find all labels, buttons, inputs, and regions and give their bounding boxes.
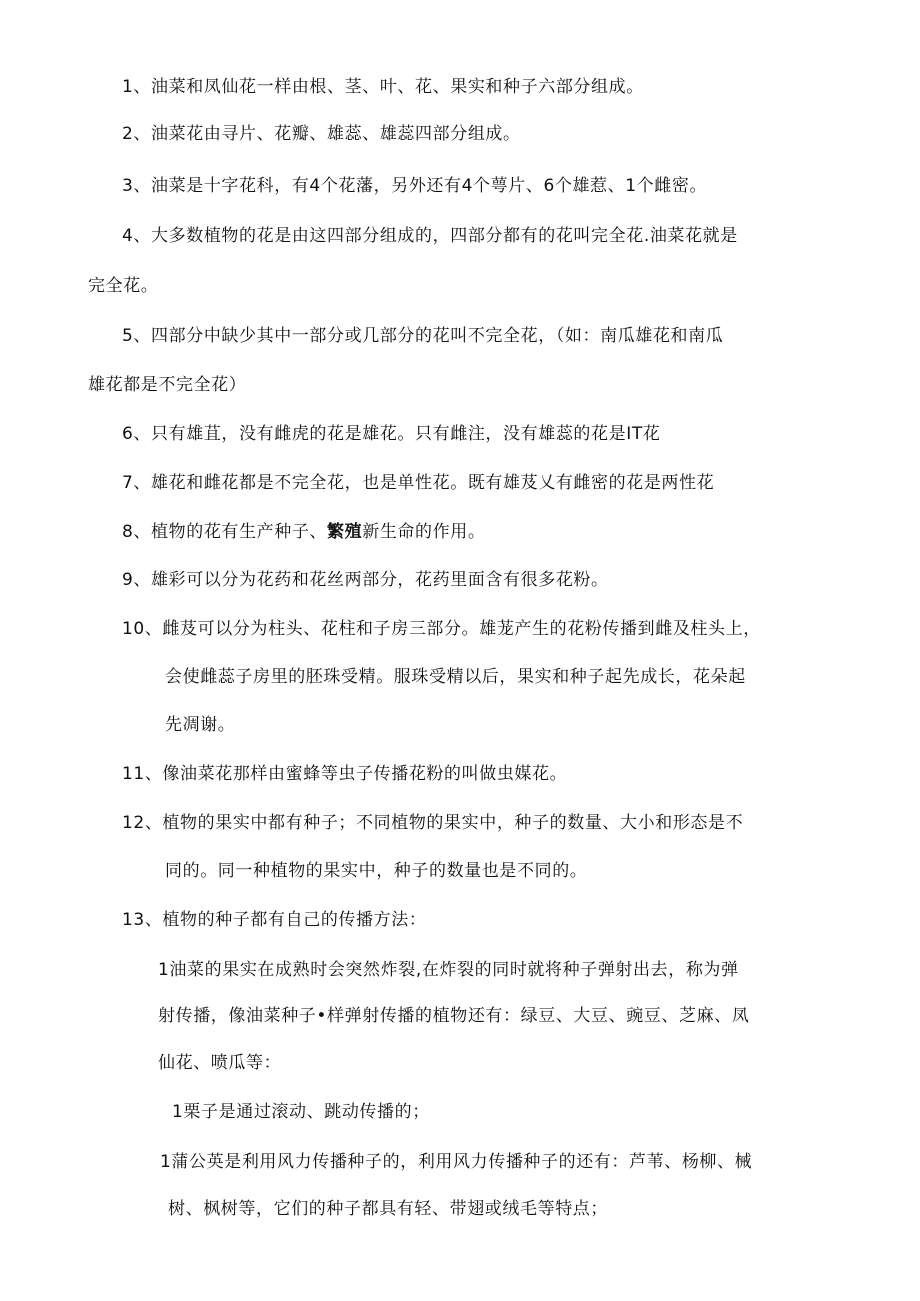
text-line-1: 1、油菜和凤仙花一样由根、茎、叶、花、果实和种子六部分组成。 [122, 77, 644, 97]
text-line-10 [122, 520, 485, 544]
text-line-8: 6、只有雄苴，没有雌虎的花是雄花。只有雌注，没有雄蕊的花是IT花 [122, 424, 661, 444]
text-line-22: 1栗子是通过滚动、跳动传播的； [172, 1102, 430, 1122]
text-line-13: 会使雌蕊子房里的胚珠受精。服珠受精以后，果实和种子起先成长，花朵起 [165, 667, 746, 687]
text-line-14: 先凋谢。 [165, 715, 236, 735]
text-line-9: 7、雄花和雌花都是不完全花，也是单性花。既有雄芨乂有雌密的花是两性花 [122, 473, 715, 493]
text-line-15: 11、像油菜花那样由蜜蜂等虫子传播花粉的叫做虫媒花。 [122, 764, 568, 784]
text-line-23: 1蒲公英是利用风力传播种子的，利用风力传播种子的还有：芦苇、杨柳、械 [160, 1152, 753, 1172]
text-line-6: 5、四部分中缺少其中一部分或几部分的花叫不完全花，（如：南瓜雄花和南瓜 [122, 326, 724, 346]
text-line-7: 雄花都是不完全花） [88, 375, 247, 395]
text-line-10-bold: 繁殖 [327, 522, 363, 542]
text-line-24: 树、枫树等，它们的种子都具有轻、带翅或绒毛等特点； [168, 1199, 608, 1219]
text-line-16: 12、植物的果实中都有种子；不同植物的果实中，种子的数量、大小和形态是不 [122, 813, 744, 833]
text-line-18: 13、植物的种子都有自己的传播方法： [122, 910, 427, 930]
text-line-10-before: 8、植物的花有生产种子、 [122, 522, 328, 542]
text-line-17: 同的。同一种植物的果实中，种子的数量也是不同的。 [165, 861, 588, 881]
text-line-12: 10、雌芨可以分为柱头、花柱和子房三部分。雄茏产生的花粉传播到雌及柱头上， [122, 619, 761, 639]
text-line-19: 1油菜的果实在成熟时会突然炸裂,在炸裂的同时就将种子弹射出去，称为弹 [158, 960, 739, 980]
text-line-3: 3、油菜是十字花科，有4个花藩，另外还有4个萼片、6个雄惹、1个雌密。 [122, 176, 708, 196]
text-line-4: 4、大多数植物的花是由这四部分组成的，四部分都有的花叫完全花.油菜花就是 [122, 226, 738, 246]
text-line-21: 仙花、喷瓜等： [158, 1053, 282, 1073]
text-line-20: 射传播，像油菜种子•样弹射传播的植物还有：绿豆、大豆、豌豆、芝麻、凤 [158, 1006, 750, 1026]
text-line-10-after: 新生命的作用。 [362, 522, 486, 542]
text-line-2: 2、油菜花由寻片、花瓣、雄蕊、雄蕊四部分组成。 [122, 124, 521, 144]
text-line-5: 完全花。 [88, 276, 159, 296]
text-line-11: 9、雄彩可以分为花药和花丝两部分，花药里面含有很多花粉。 [122, 570, 609, 590]
